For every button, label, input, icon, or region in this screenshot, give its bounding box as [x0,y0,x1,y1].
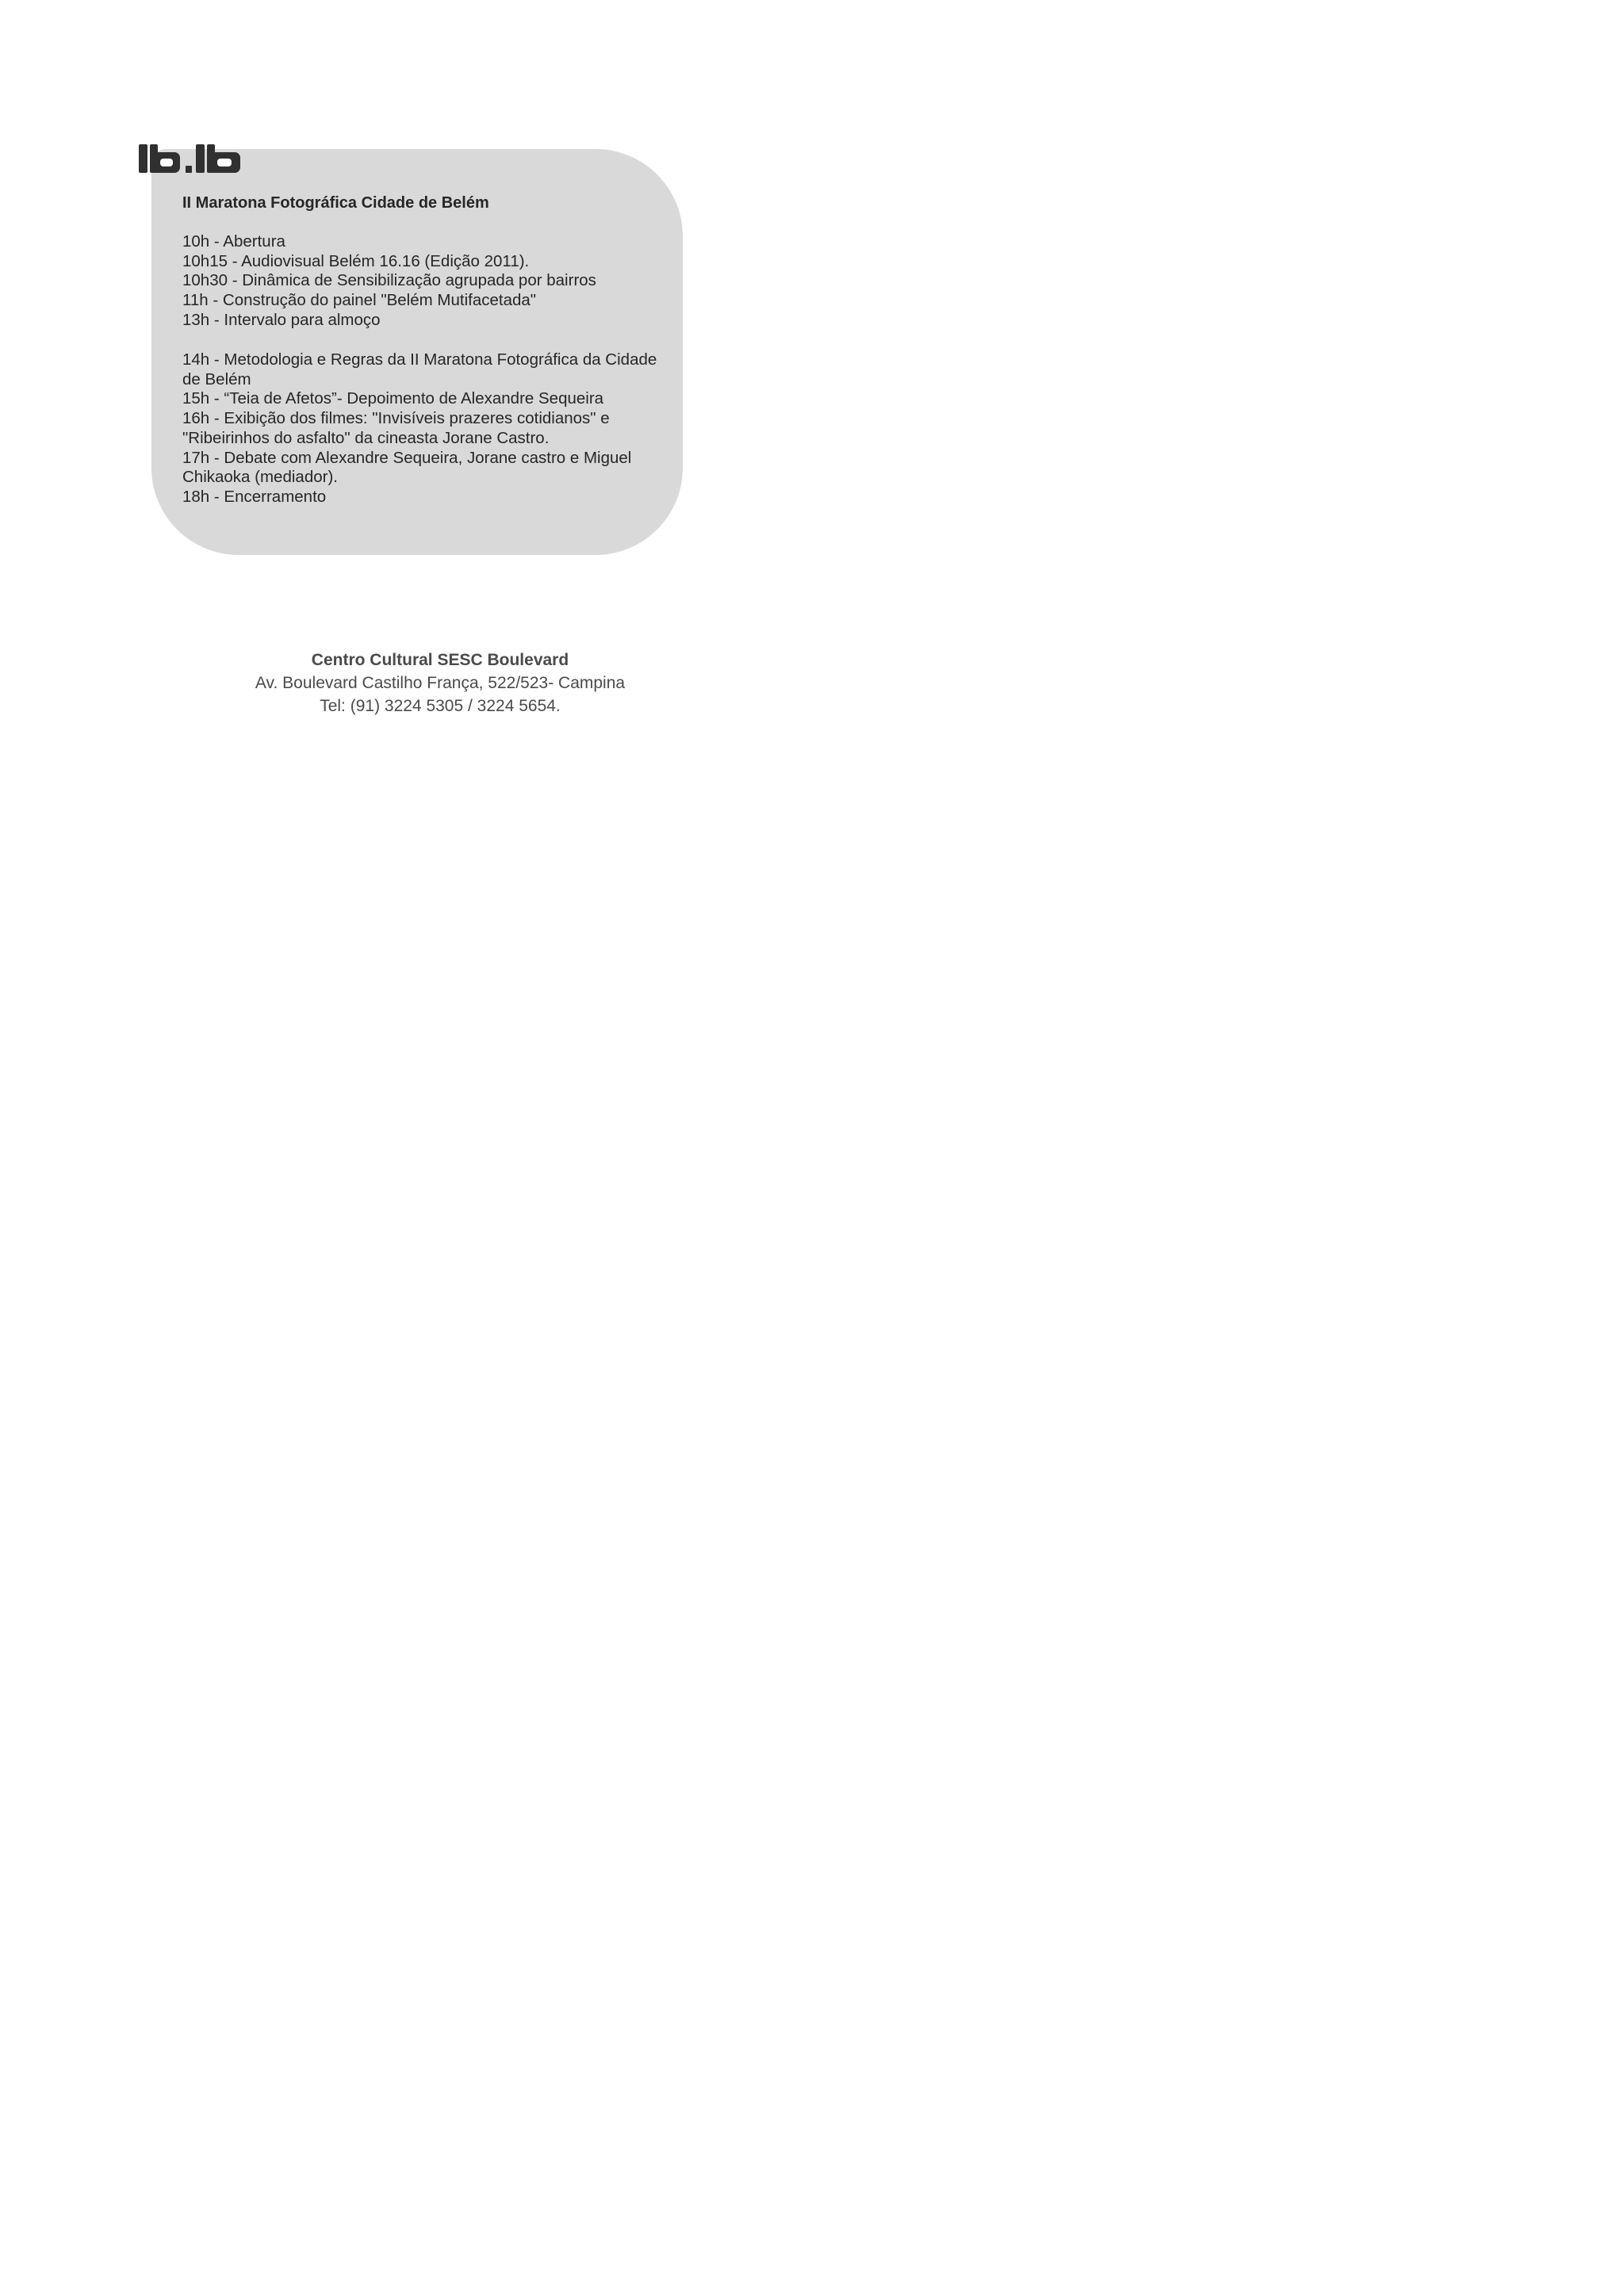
venue-address: Av. Boulevard Castilho França, 522/523- Campina [255,674,626,692]
schedule-item: 17h - Debate com Alexandre Sequeira, Jorane castro e Miguel Chikaoka (mediador). [182,448,632,487]
lb-lb-logo [139,144,246,174]
schedule-item: 14h - Metodologia e Regras da II Maratona Fotográfica da Cidade de Belém [182,350,657,388]
venue-block [159,649,722,718]
schedule-item: 13h - Intervalo para almoço [182,310,381,329]
schedule-list-afternoon [182,350,666,507]
venue-name: Centro Cultural SESC Boulevard [311,651,569,669]
schedule-item: 10h30 - Dinâmica de Sensibilização agrupada por bairros [182,271,596,290]
schedule-item: 18h - Encerramento [182,487,327,506]
venue-phone: Tel: (91) 3224 5305 / 3224 5654. [320,697,561,715]
schedule-item: 10h - Abertura [182,232,285,251]
schedule-item: 16h - Exibição dos filmes: "Invisíveis prazeres cotidianos" e "Ribeirinhos do asfalto" da cineasta Jorane Castro. [182,409,610,447]
schedule-list-morning [182,232,666,331]
schedule-item: 15h - “Teia de Afetos”- Depoimento de Alexandre Sequeira [182,389,604,408]
event-title: II Maratona Fotográfica Cidade de Belém [182,194,489,212]
schedule-item: 10h15 - Audiovisual Belém 16.16 (Edição 2011). [182,251,530,270]
schedule-item: 11h - Construção do painel "Belém Mutifacetada" [182,291,537,310]
